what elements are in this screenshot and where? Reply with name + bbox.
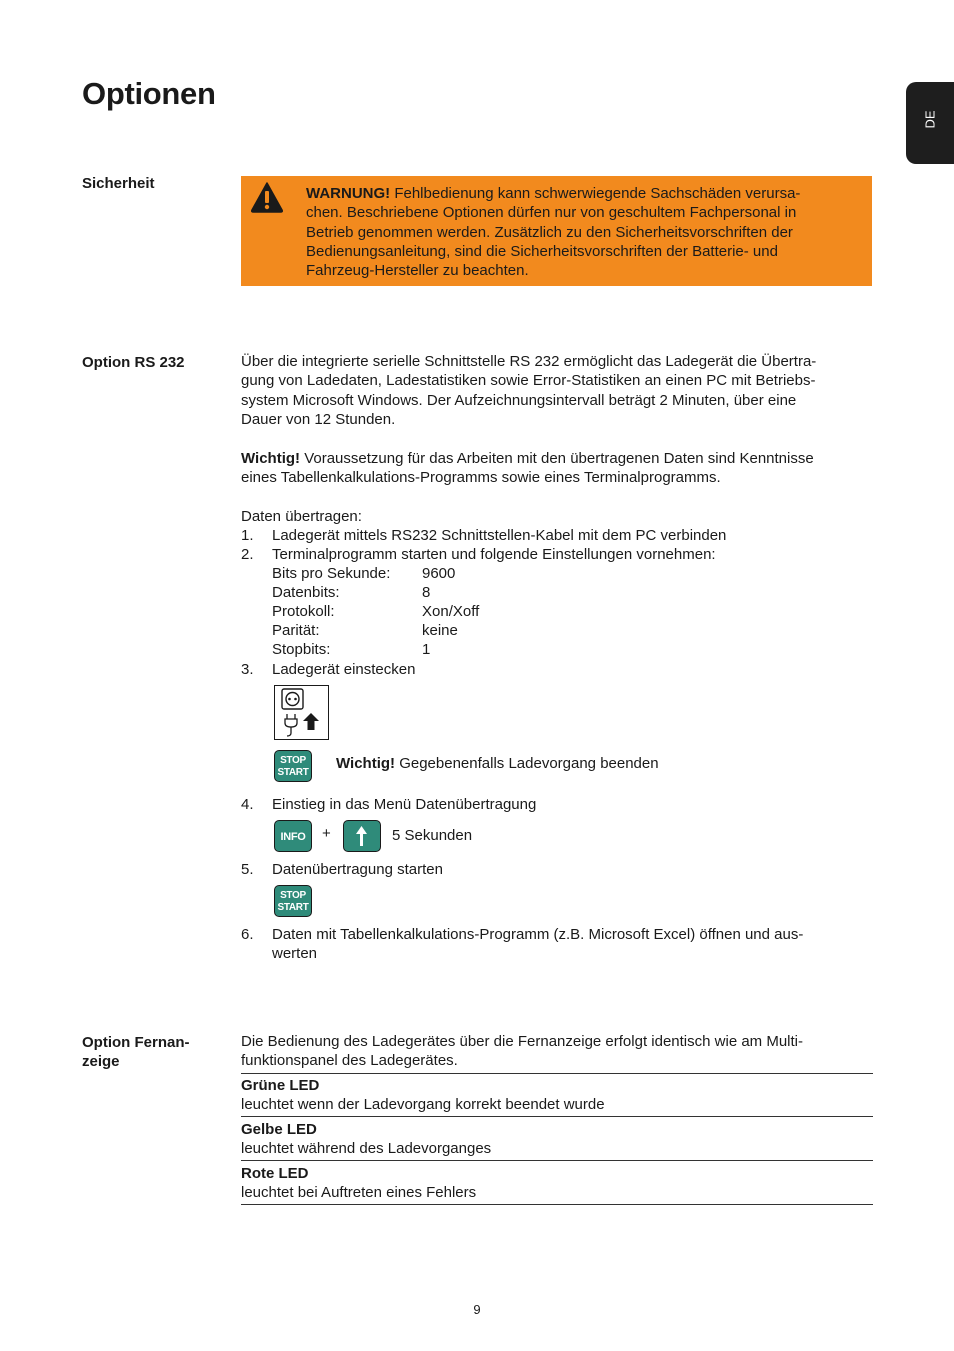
important-label: Wichtig! (241, 450, 301, 467)
key-label-stop: STOP (280, 890, 306, 901)
setting-label: Protokoll: (272, 603, 335, 620)
led-description: leuchtet während des Ladevorganges (241, 1140, 492, 1158)
label-line: zeige (82, 1053, 120, 1070)
key-label-stop: STOP (280, 755, 306, 766)
paragraph-line: Über die integrierte serielle Schnittstelle RS 232 ermöglicht das Ladegerät die Übertra- (241, 353, 817, 370)
language-tab-label: DE (922, 110, 938, 129)
step-3-note (336, 754, 659, 773)
language-tab[interactable] (906, 82, 954, 164)
warning-line: Fahrzeug-Hersteller zu beachten. (306, 262, 529, 280)
led-name: Rote LED (241, 1165, 309, 1182)
warning-line: Bedienungsanleitung, sind die Sicherheitsvorschriften der Batterie- und (306, 242, 778, 260)
setting-label: Bits pro Sekunde: (272, 565, 391, 582)
section-label-fernanzeige (82, 1033, 212, 1071)
step-2: Terminalprogramm starten und folgende Einstellungen vornehmen: (272, 546, 716, 563)
led-row (241, 1164, 871, 1203)
paragraph-line: eines Tabellenkalkulations-Programms sowie eines Terminalprogramms. (241, 469, 721, 487)
step-number: 2. (241, 546, 254, 563)
stop-start-key[interactable] (274, 885, 312, 917)
steps-heading: Daten übertragen: (241, 508, 362, 525)
setting-value: 9600 (422, 565, 456, 582)
warning-line: Fehlbedienung kann schwerwiegende Sachschäden verursa- (390, 185, 801, 202)
section-label-rs232: Option RS 232 (82, 354, 185, 371)
key-label-start: START (277, 902, 309, 913)
table-divider (241, 1160, 873, 1161)
setting-value: 8 (422, 584, 431, 601)
plug-socket-icon (274, 685, 329, 740)
paragraph-line: gung von Ladedaten, Ladestatistiken sowie Error-Statistiken an einen PC mit Betriebs- (241, 372, 816, 390)
setting-value: keine (422, 622, 458, 639)
section-label-sicherheit: Sicherheit (82, 175, 155, 192)
step-number: 6. (241, 926, 254, 943)
step-line: Daten mit Tabellenkalkulations-Programm (z.B. Microsoft Excel) öffnen und aus- (272, 926, 804, 943)
warning-text (306, 184, 856, 280)
info-key[interactable] (274, 820, 312, 852)
step-4: Einstieg in das Menü Datenübertragung (272, 796, 537, 813)
page-title: Optionen (82, 76, 216, 111)
table-divider (241, 1116, 873, 1117)
key-label-info: INFO (280, 831, 306, 843)
rs232-intro (241, 352, 871, 429)
warning-box (241, 176, 872, 286)
stop-start-key[interactable] (274, 750, 312, 782)
step-number: 4. (241, 796, 254, 813)
key-label-start: START (277, 767, 309, 778)
warning-line: chen. Beschriebene Optionen dürfen nur von geschultem Fachpersonal in (306, 204, 797, 222)
table-divider (241, 1204, 873, 1205)
paragraph-line: Die Bedienung des Ladegerätes über die Fernanzeige erfolgt identisch wie am Multi- (241, 1033, 803, 1050)
warning-triangle-icon (250, 181, 284, 213)
step-6 (272, 925, 803, 964)
led-description: leuchtet wenn der Ladevorgang korrekt beendet wurde (241, 1096, 605, 1114)
label-line: Option Fernan- (82, 1034, 190, 1051)
setting-label: Stopbits: (272, 641, 331, 658)
note-text: Gegebenenfalls Ladevorgang beenden (395, 755, 659, 772)
step-number: 3. (241, 661, 254, 678)
rs232-important (241, 449, 871, 488)
setting-value: 1 (422, 641, 431, 658)
led-name: Gelbe LED (241, 1121, 317, 1138)
table-divider (241, 1073, 873, 1074)
paragraph-line: funktionspanel des Ladegerätes. (241, 1052, 458, 1070)
led-name: Grüne LED (241, 1077, 320, 1094)
arrow-up-icon (355, 825, 368, 847)
paragraph-line: Dauer von 12 Stunden. (241, 410, 396, 428)
step-number: 5. (241, 861, 254, 878)
led-row (241, 1120, 871, 1159)
step-number: 1. (241, 527, 254, 544)
page-number: 9 (473, 1302, 481, 1317)
step-1: Ladegerät mittels RS232 Schnittstellen-Kabel mit dem PC verbinden (272, 527, 727, 544)
fernanzeige-intro (241, 1032, 871, 1071)
important-label: Wichtig! (336, 755, 396, 772)
setting-label: Parität: (272, 622, 320, 639)
plus-sign: + (322, 825, 331, 842)
warning-label: WARNUNG! (306, 185, 391, 202)
paragraph-line: system Microsoft Windows. Der Aufzeichnungsintervall beträgt 2 Minuten, über eine (241, 391, 797, 409)
led-row (241, 1076, 871, 1115)
setting-value: Xon/Xoff (422, 603, 480, 620)
setting-label: Datenbits: (272, 584, 340, 601)
step-3: Ladegerät einstecken (272, 661, 416, 678)
led-description: leuchtet bei Auftreten eines Fehlers (241, 1184, 477, 1202)
step-5: Datenübertragung starten (272, 861, 443, 878)
paragraph-line: Voraussetzung für das Arbeiten mit den übertragenen Daten sind Kenntnisse (300, 450, 814, 467)
warning-line: Betrieb genommen werden. Zusätzlich zu den Sicherheitsvorschriften der (306, 223, 793, 241)
arrow-up-key[interactable] (343, 820, 381, 852)
duration-text: 5 Sekunden (392, 827, 473, 844)
step-line: werten (272, 945, 318, 963)
